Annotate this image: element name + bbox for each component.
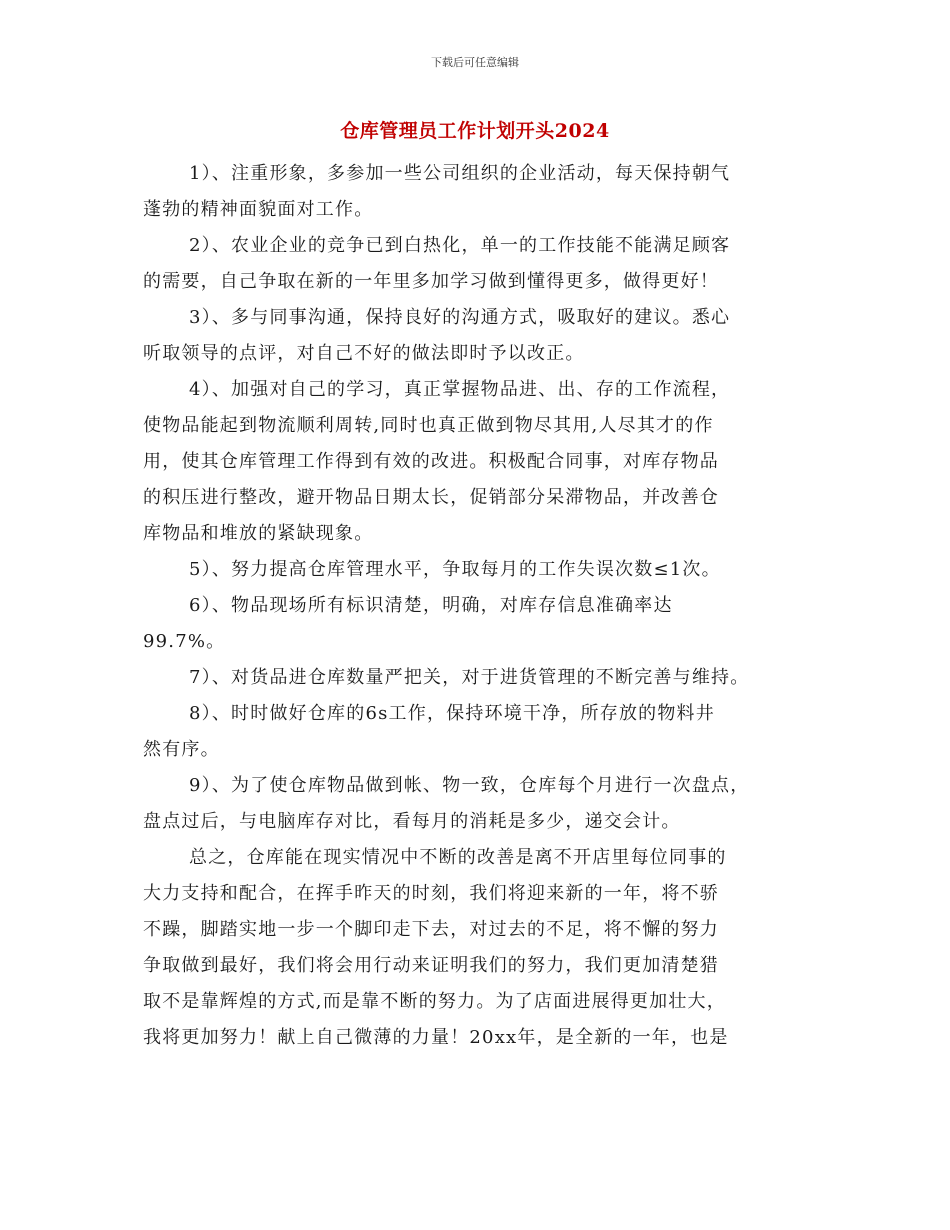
body-line: 9）、为了使仓库物品做到帐、物一致，仓库每个月进行一次盘点， <box>189 775 750 796</box>
body-line: 库物品和堆放的紧缺现象。 <box>143 523 374 544</box>
body-line: 8）、时时做好仓库的6s工作，保持环境干净，所存放的物料井 <box>189 703 715 724</box>
body-line: 总之，仓库能在现实情况中不断的改善是离不开店里每位同事的 <box>189 847 727 868</box>
body-line: 用，使其仓库管理工作得到有效的改进。积极配合同事，对库存物品 <box>143 451 719 472</box>
body-line: 4）、加强对自己的学习，真正掌握物品进、出、存的工作流程， <box>189 379 731 400</box>
body-line: 5）、努力提高仓库管理水平，争取每月的工作失误次数≤1次。 <box>189 559 721 580</box>
body-line: 使物品能起到物流顺利周转,同时也真正做到物尽其用,人尽其才的作 <box>143 415 714 436</box>
body-line: 不躁，脚踏实地一步一个脚印走下去，对过去的不足，将不懈的努力 <box>143 919 719 940</box>
body-line: 听取领导的点评，对自己不好的做法即时予以改正。 <box>143 343 585 364</box>
body-line: 的积压进行整改，避开物品日期太长，促销部分呆滞物品，并改善仓 <box>143 487 719 508</box>
body-line: 的需要，自己争取在新的一年里多加学习做到懂得更多，做得更好！ <box>143 271 719 292</box>
header-note: 下载后可任意编辑 <box>431 56 519 69</box>
body-line: 99.7%。 <box>143 631 226 652</box>
document-title: 仓库管理员工作计划开头2024 <box>340 120 610 142</box>
body-line: 蓬勃的精神面貌面对工作。 <box>143 199 374 220</box>
body-line: 7）、对货品进仓库数量严把关，对于进货管理的不断完善与维持。 <box>189 667 750 688</box>
body-line: 我将更加努力！献上自己微薄的力量！20xx年，是全新的一年，也是 <box>143 1027 729 1048</box>
body-line: 然有序。 <box>143 739 220 760</box>
body-line: 争取做到最好，我们将会用行动来证明我们的努力，我们更加清楚猎 <box>143 955 719 976</box>
body-line: 6）、物品现场所有标识清楚，明确，对库存信息准确率达 <box>189 595 673 616</box>
body-line: 取不是靠辉煌的方式,而是靠不断的努力。为了店面进展得更加壮大， <box>143 991 726 1012</box>
body-line: 大力支持和配合，在挥手昨天的时刻，我们将迎来新的一年，将不骄 <box>143 883 719 904</box>
body-line: 盘点过后，与电脑库存对比，看每月的消耗是多少，递交会计。 <box>143 811 681 832</box>
body-line: 2）、农业企业的竞争已到白热化，单一的工作技能不能满足顾客 <box>189 235 731 256</box>
body-line: 3）、多与同事沟通，保持良好的沟通方式，吸取好的建议。悉心 <box>189 307 731 328</box>
body-line: 1）、注重形象，多参加一些公司组织的企业活动，每天保持朝气 <box>189 163 731 184</box>
